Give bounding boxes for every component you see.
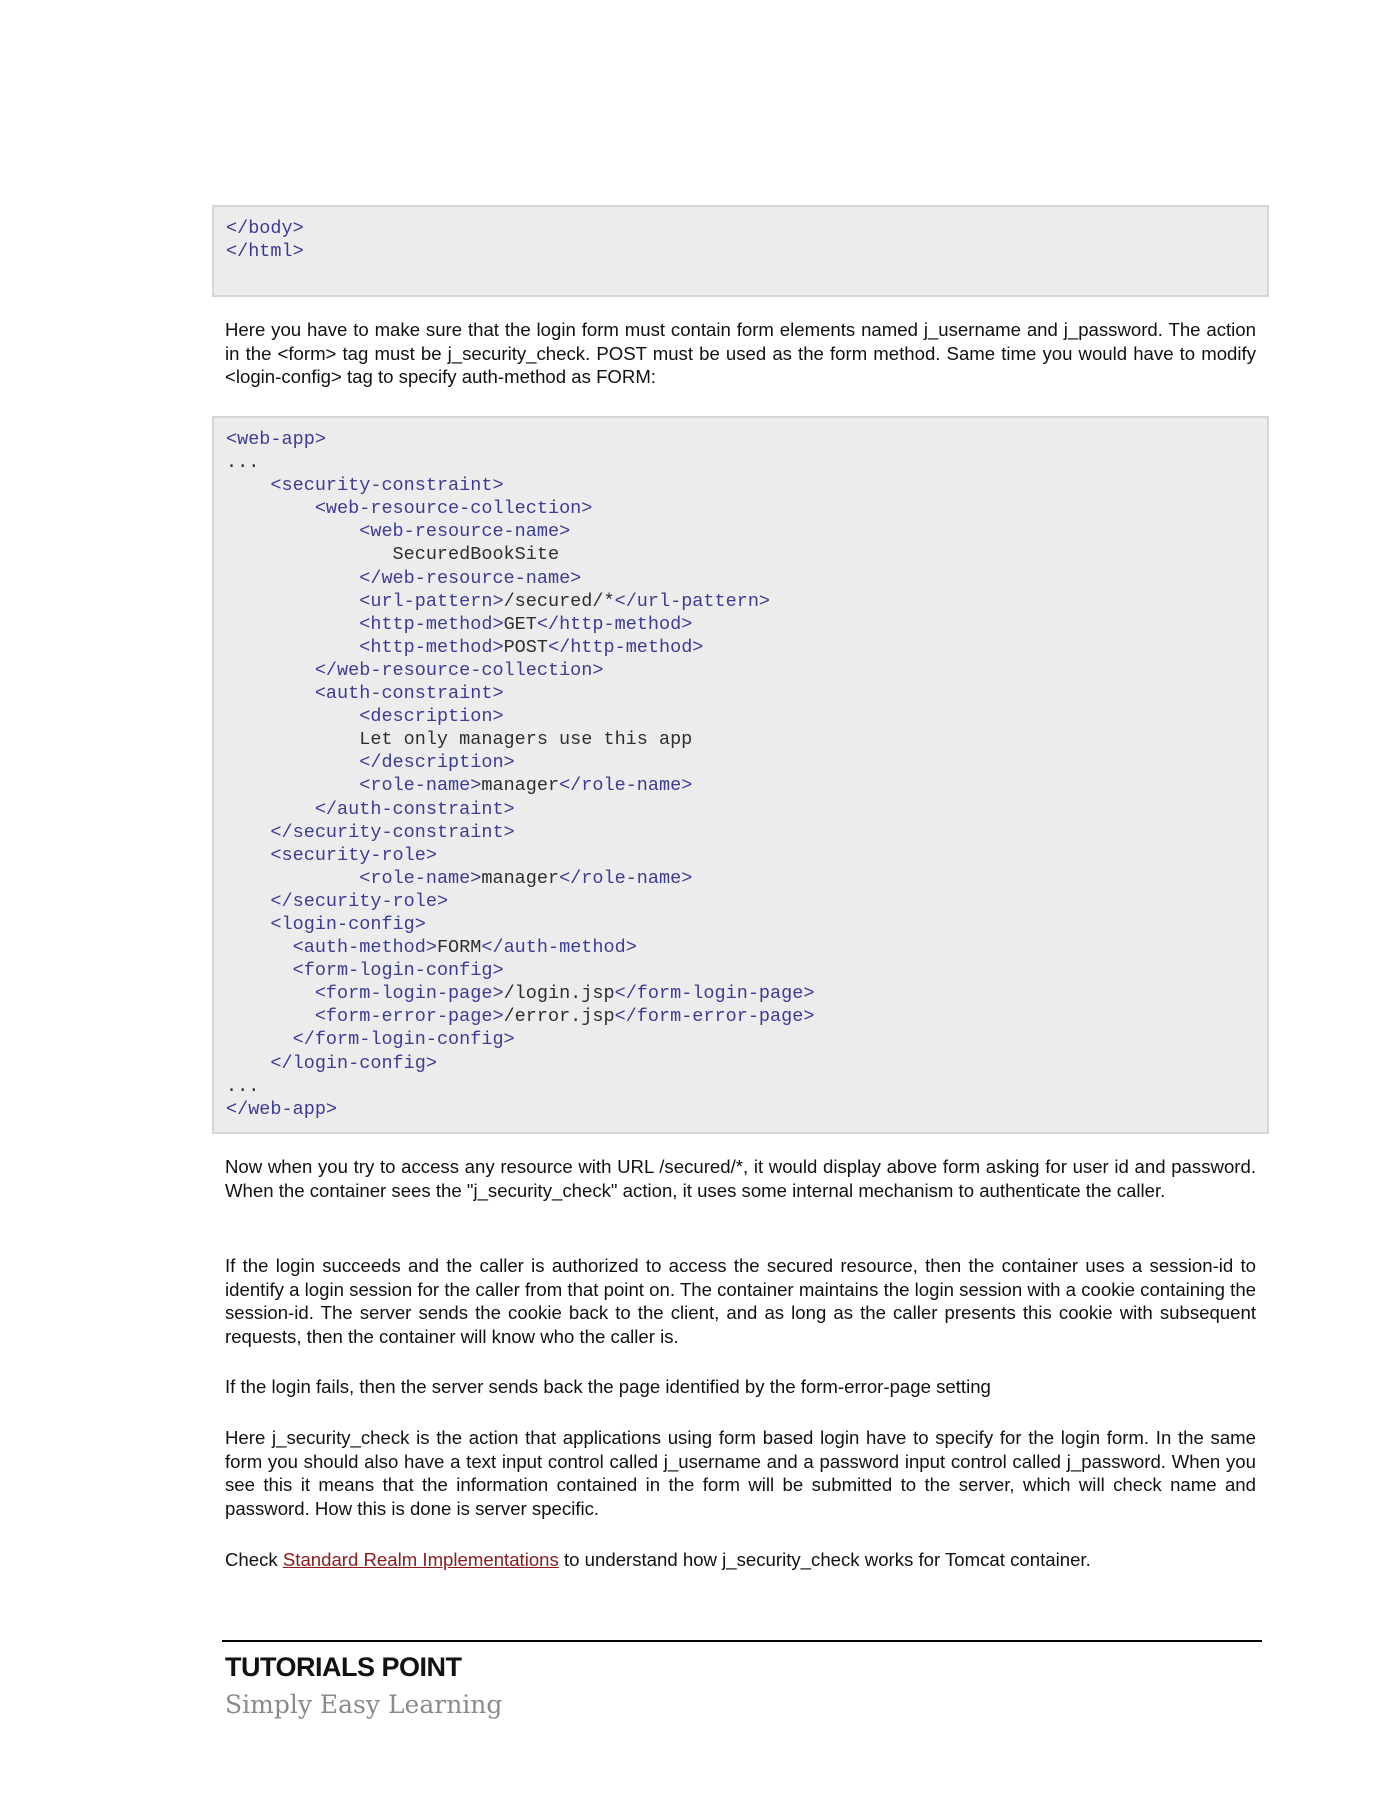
code-line [226,821,1255,844]
code-line [226,867,1255,890]
code-text [226,498,315,519]
standard-realm-link[interactable]: Standard Realm Implementations [282,1549,559,1570]
code-line [226,520,1255,543]
code-line [226,240,1255,263]
code-tag: <http-method> [359,613,504,635]
code-block-html-end [212,205,1269,297]
code-text: FORM [436,937,482,959]
code-tag: </http-method> [547,636,704,658]
code-tag: <role-name> [359,867,482,889]
code-text: Let only managers use this app [226,729,693,751]
code-tag: </body> [226,218,304,239]
code-tag: <form-error-page> [314,1006,504,1028]
code-tag: <login-config> [270,913,426,935]
code-text: /login.jsp [503,983,615,1005]
code-text [226,706,359,727]
code-tag: <description> [359,706,504,728]
code-line [226,451,1255,474]
code-tag: </form-login-config> [292,1029,515,1051]
code-line [226,1028,1255,1051]
code-text: /error.jsp [503,1006,615,1028]
code-tag: <web-resource-collection> [314,498,593,520]
code-tag: </http-method> [536,613,693,635]
code-text: SecuredBookSite [226,544,560,566]
code-text [226,845,270,866]
code-line [226,844,1255,867]
code-text [226,1029,293,1050]
code-text [226,475,270,496]
code-text [226,683,315,704]
code-line [226,982,1255,1005]
code-line [226,728,1255,751]
code-line [226,1005,1255,1028]
code-tag: </description> [359,752,515,774]
code-line [226,659,1255,682]
paragraph-j-security-check: Here j_security_check is the action that applications using form based login have to specify for the login form. In the same form you should also have a text input control called j_username and a password input control called j_password. When you see this it means that the information contained in the form will be submitted to the server, which will check name and password. How this is done is server specific. [225,1427,1256,1519]
code-text: ... [226,1075,260,1097]
paragraph-login-fails: If the login fails, then the server sends back the page identified by the form-error-page setting [225,1376,991,1397]
code-text [226,568,359,589]
code-tag: <url-pattern> [359,590,504,612]
footer-tagline: Simply Easy Learning [225,1690,503,1719]
code-line [226,636,1255,659]
code-text: ... [226,452,260,474]
code-line [226,913,1255,936]
code-tag: </web-resource-collection> [314,659,604,681]
code-text [226,891,270,912]
code-tag: <auth-method> [292,937,437,959]
code-tag: </html> [226,241,304,263]
code-line [226,798,1255,821]
code-text [226,660,315,681]
code-line [226,1098,1255,1121]
code-line [226,774,1255,797]
code-line [226,890,1255,913]
code-text [226,799,315,820]
code-text [226,960,293,981]
code-line [226,1075,1255,1098]
code-line [226,543,1255,566]
code-tag: </login-config> [270,1052,437,1074]
code-tag: <http-method> [359,636,504,658]
code-text [226,637,359,658]
code-tag: </web-resource-name> [359,567,582,589]
code-line [226,567,1255,590]
code-line [226,751,1255,774]
code-text [226,937,293,958]
code-line [226,1052,1255,1075]
code-text: GET [503,613,537,635]
code-text: POST [503,636,548,658]
code-text: manager [481,775,560,797]
code-text [226,614,359,635]
code-line [226,428,1255,451]
footer-brand: TUTORIALS POINT [225,1652,462,1682]
code-line [226,682,1255,705]
code-text [226,822,270,843]
code-tag: <web-resource-name> [359,521,571,543]
code-text [226,521,359,542]
footer-divider [222,1640,1262,1642]
code-tag: <role-name> [359,775,482,797]
code-line [226,613,1255,636]
code-line [226,497,1255,520]
code-tag: </role-name> [559,775,693,797]
code-line [226,936,1255,959]
code-tag: <auth-constraint> [314,683,504,705]
code-tag: <web-app> [226,429,326,450]
code-tag: </security-constraint> [270,821,515,843]
check-suffix: to understand how j_security_check works for Tomcat container. [558,1549,1091,1570]
code-line [226,474,1255,497]
code-text: manager [481,867,560,889]
code-tag: <form-login-page> [314,983,504,1005]
code-line [226,217,1255,240]
code-line [226,705,1255,728]
code-tag: </security-role> [270,890,449,912]
code-tag: <security-role> [270,844,437,866]
code-tag: </role-name> [559,867,693,889]
code-text: /secured/* [503,590,615,612]
code-text [226,1006,315,1027]
code-text [226,775,359,796]
paragraph-check-realm [225,1548,1256,1572]
code-tag: </auth-constraint> [314,798,515,820]
code-text [226,914,270,935]
paragraph-secured-access: Now when you try to access any resource with URL /secured/*, it would display above form asking for user id and password. When the container sees the "j_security_check" action, it uses some internal mechanism to authenticate the caller. [225,1156,1256,1201]
code-tag: </form-login-page> [614,983,815,1005]
check-prefix: Check [225,1549,283,1570]
paragraph-login-form-requirements: Here you have to make sure that the login form must contain form elements named j_username and j_password. The action in the <form> tag must be j_security_check. POST must be used as the form method. Same time you would have to modify <login-config> tag to specify auth-method as FORM: [225,319,1256,388]
code-tag: </url-pattern> [614,590,771,612]
code-text [226,983,315,1004]
code-line [226,959,1255,982]
code-tag: <security-constraint> [270,475,504,497]
code-tag: </web-app> [226,1098,338,1120]
code-tag: </form-error-page> [614,1006,815,1028]
code-text [226,591,359,612]
paragraph-login-succeeds: If the login succeeds and the caller is authorized to access the secured resource, then the container uses a session-id to identify a login session for the caller from that point on. The container maintains the login session with a cookie containing the session-id. The server sends the cookie back to the client, and as long as the caller presents this cookie with subsequent requests, then the container will know who the caller is. [225,1255,1256,1347]
code-text [226,868,359,889]
code-line [226,590,1255,613]
code-block-web-xml [212,416,1269,1134]
code-tag: <form-login-config> [292,960,504,982]
code-text [226,1053,270,1074]
code-tag: </auth-method> [481,937,637,959]
code-text [226,752,359,773]
